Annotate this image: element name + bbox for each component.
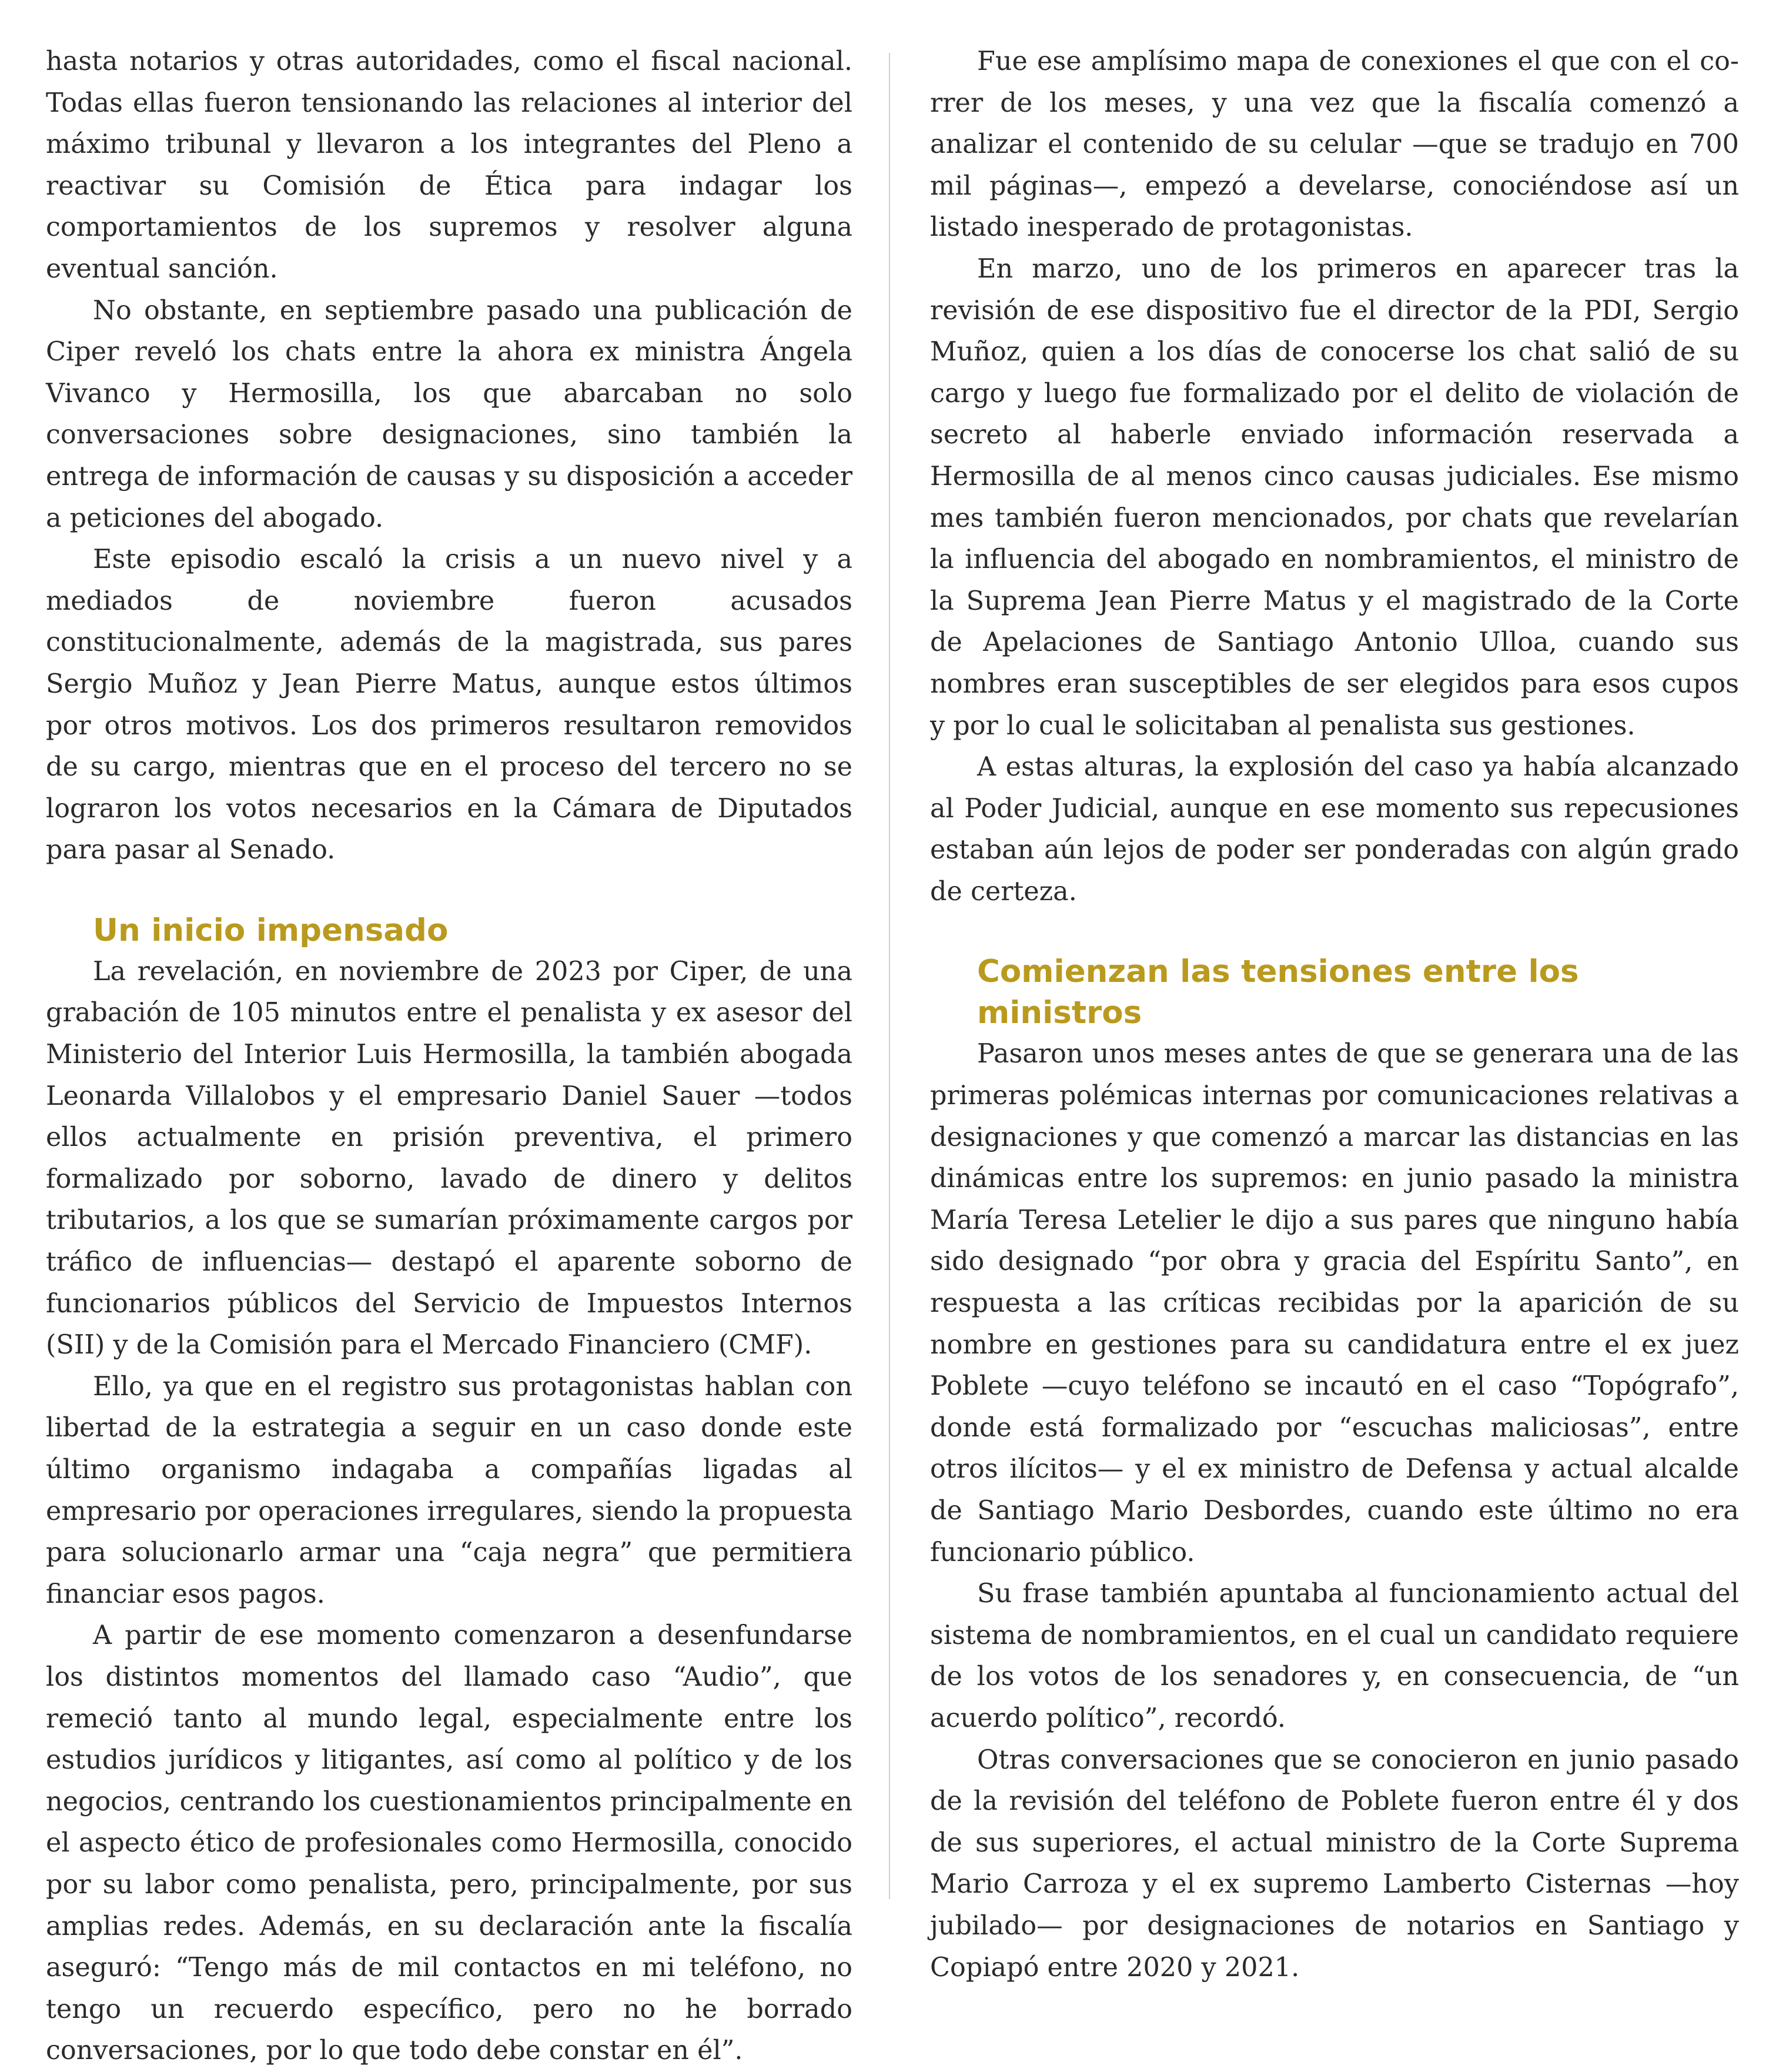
paragraph: No obstante, en septiembre pasado una publicación de Ciper reveló los chats entre la ahora ex ministra Ángela Vivanco y Hermosilla, los que abarcaban no solo conversaciones sobre designaciones, sino también la entrega de información de causas y su disposición a acceder a peticiones del abogado. (46, 295, 852, 533)
paragraph: Su frase también apuntaba al funcionamiento actual del sistema de nombramientos, en el cual un candidato requiere de los votos de los senadores y, en consecuencia, de “un acuerdo político”, recordó. (930, 1579, 1739, 1733)
section-heading: Comienzan las tensiones entre los ministros (977, 954, 1579, 1031)
section-heading: Un inicio impensado (93, 912, 449, 948)
paragraph: A estas alturas, la explosión del caso ya había alcanzado al Poder Judicial, aunque en ese momento sus repecusiones estaban aún lejos de poder ser ponderadas con algún grado de certeza. (930, 752, 1739, 907)
paragraph: hasta notarios y otras autoridades, como el fiscal nacional. Todas ellas fueron tensionando las relaciones al interior del máximo tribunal y llevaron a los integrantes del Pleno a reactivar su Comisión de Ética para indagar los comportamientos de los supremos y resolver alguna eventual sanción. (46, 46, 852, 284)
paragraph: Fue ese amplísimo mapa de conexiones el que con el correr de los meses, y una vez que la fiscalía comenzó a analizar el contenido de su celular —que se tradujo en 700 mil páginas—, empezó a develarse, conociéndose así un listado inesperado de protagonistas. (930, 46, 1739, 243)
paragraph: Pasaron unos meses antes de que se generara una de las primeras polémicas internas por comunicaciones relativas a designaciones y que comenzó a marcar las distancias en las dinámicas entre los supremos: en junio pasado la ministra María Teresa Letelier le dijo a sus pares que ninguno había sido designado “por obra y gracia del Espíritu Santo”, en respuesta a las críticas recibidas por la aparición de su nombre en gestiones para su candidatura entre el ex juez Poblete —cuyo teléfono se incautó en el caso “Topógrafo”, donde está formalizado por “escuchas maliciosas”, entre otros ilícitos— y el ex ministro de Defensa y actual alcalde de Santiago Mario Desbordes, cuando este último no era funcionario público. (930, 1039, 1739, 1568)
paragraph: La revelación, en noviembre de 2023 por Ciper, de una grabación de 105 minutos entre el penalista y ex asesor del Ministerio del Interior Luis Hermosilla, la también abogada Leonarda Villalobos y el empresario Daniel Sauer —todos ellos actualmente en prisión preventiva, el primero formalizado por soborno, lavado de dinero y delitos tributarios, a los que se sumarían próximamente cargos por tráfico de influencias— destapó el aparente soborno de funcionarios públicos del Servicio de Impuestos Internos (SII) y de la Comisión para el Mercado Financiero (CMF). (46, 956, 852, 1361)
paragraph: Este episodio escaló la crisis a un nuevo nivel y a mediados de noviembre fueron acusados constitucionalmente, además de la magistrada, sus pares Sergio Muñoz y Jean Pierre Matus, aunque estos últimos por otros motivos. Los dos primeros resultaron removidos de su cargo, mientras que en el proceso del tercero no se lograron los votos necesarios en la Cámara de Diputados para pasar al Senado. (46, 544, 852, 865)
paragraph: En marzo, uno de los primeros en aparecer tras la revisión de ese dispositivo fue el director de la PDI, Sergio Muñoz, quien a los días de conocerse los chat salió de su cargo y luego fue formalizado por el delito de violación de secreto al haberle enviado información reservada a Hermosilla de al menos cinco causas judiciales. Ese mismo mes también fueron mencionados, por chats que revelarían la influencia del abogado en nombramientos, el ministro de la Suprema Jean Pierre Matus y el magistrado de la Corte de Apelaciones de Santiago Antonio Ulloa, cuando sus nombres eran susceptibles de ser elegidos para esos cupos y por lo cual le solicitaban al penalista sus gestiones. (930, 253, 1739, 741)
paragraph: A partir de ese momento comenzaron a desenfundarse los distintos momentos del llamado caso “Audio”, que remeció tanto al mundo legal, especialmente entre los estudios jurídicos y litigantes, así como al político y de los negocios, centrando los cuestionamientos principalmente en el aspecto ético de profesionales como Hermosilla, conocido por su labor como penalista, pero, principalmente, por sus amplias redes. Además, en su declaración ante la fiscalía aseguró: “Tengo más de mil contactos en mi teléfono, no tengo un recuerdo específico, pero no he borrado conversaciones, por lo que todo debe constar en él”. (46, 1620, 852, 2066)
paragraph: Ello, ya que en el registro sus protagonistas hablan con libertad de la estrategia a seguir en un caso donde este último organismo indagaba a compañías ligadas al empresario por operaciones irregulares, siendo la propuesta para solucionarlo armar una “caja negra” que permitiera financiar esos pagos. (46, 1371, 852, 1609)
left-column (46, 41, 852, 2072)
right-column (930, 41, 1739, 1989)
column-divider (889, 53, 890, 1899)
paragraph: Otras conversaciones que se conocieron en junio pasado de la revisión del teléfono de Poblete fueron entre él y dos de sus superiores, el actual ministro de la Corte Suprema Mario Carroza y el ex supremo Lamberto Cisternas —hoy jubilado— por designaciones de notarios en Santiago y Copiapó entre 2020 y 2021. (930, 1745, 1739, 1983)
